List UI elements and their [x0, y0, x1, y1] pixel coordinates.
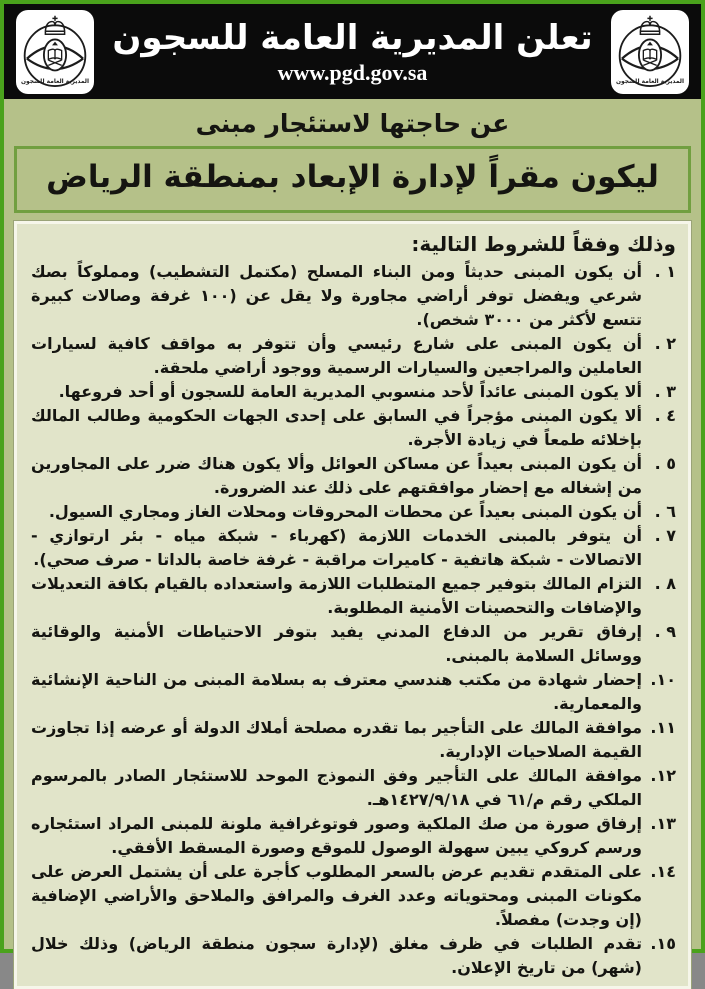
condition-number: ٥ .	[654, 454, 676, 474]
condition-item-8	[29, 572, 676, 620]
condition-text: أن يكون المبنى بعيداً عن محطات المحروقات ومحلات الغاز ومجاري السيول.	[48, 502, 642, 522]
prison-emblem-icon	[18, 12, 92, 92]
condition-item-12	[29, 764, 676, 812]
website-url: www.pgd.gov.sa	[277, 60, 428, 86]
main-title: ليكون مقراً لإدارة الإبعاد بمنطقة الرياض	[46, 159, 659, 195]
condition-item-2	[29, 332, 676, 380]
condition-number: ٦ .	[654, 502, 676, 522]
condition-item-13	[29, 812, 676, 860]
condition-number: ١١.	[650, 718, 676, 738]
condition-text: أن يكون المبنى حديثاً ومن البناء المسلح (مكتمل التشطيب) ومملوكاً بصك شرعي ويفضل توفر أراضي مجاورة ولا يقل عن (١٠٠ غرفة وصالات كبيرة تتسع لأكثر من ٣٠٠٠ شخص).	[31, 262, 643, 330]
condition-number: ١٠.	[650, 670, 676, 690]
condition-number: ١٣.	[650, 814, 676, 834]
condition-item-14	[29, 860, 676, 932]
condition-number: ٢ .	[654, 334, 676, 354]
main-title-box	[14, 146, 691, 213]
need-subtitle: عن حاجتها لاستئجار مبنى	[195, 109, 510, 138]
condition-item-10	[29, 668, 676, 716]
condition-text: أن يكون المبنى على شارع رئيسي وأن تتوفر به مواقف كافية لسيارات العاملين والمراجعين والسيارات الرسمية ووجود أراضي ملحقة.	[31, 334, 642, 378]
condition-number: ٤ .	[654, 406, 676, 426]
condition-item-6	[29, 500, 676, 524]
condition-item-15	[29, 932, 676, 980]
condition-text: إرفاق تقرير من الدفاع المدني يفيد بتوفر الاحتياطات الأمنية والوقائية ووسائل السلامة بالمبنى.	[31, 622, 642, 666]
condition-number: ٣ .	[654, 382, 676, 402]
condition-number: ١ .	[654, 262, 676, 282]
condition-number: ٩ .	[654, 622, 676, 642]
prisons-directorate-logo-right	[611, 10, 689, 94]
condition-item-1	[29, 260, 676, 332]
header	[4, 4, 701, 99]
condition-text: إرفاق صورة من صك الملكية وصور فوتوغرافية ملونة للمبنى المراد استئجاره ورسم كروكي يبين سهولة الوصول للموقع وصورة المسقط الأفقي.	[31, 814, 642, 858]
header-center	[94, 17, 611, 86]
condition-text: ألا يكون المبنى مؤجراً في السابق على إحدى الجهات الحكومية وطالب المالك بإخلائه طمعاً في زيادة الأجرة.	[31, 406, 642, 450]
condition-text: أن يكون المبنى بعيداً عن مساكن العوائل وألا يكون هناك ضرر على المجاورين من إشغاله مع إحضار موافقتهم على ذلك عند الضرورة.	[31, 454, 642, 498]
condition-text: موافقة المالك على التأجير بما تقدره مصلحة أملاك الدولة أو عرضه إذا تجاوزت القيمة الصلاحيات الإدارية.	[31, 718, 642, 762]
condition-item-3	[29, 380, 676, 404]
condition-text: على المتقدم تقديم عرض بالسعر المطلوب كأجرة على أن يشتمل العرض على مكونات المبنى ومحتوياته وعدد الغرف والمرافق والملاحق والأراضي الإضافية (إن وجدت) مفصلاً.	[31, 862, 642, 930]
conditions-heading: وذلك وفقاً للشروط التالية:	[411, 232, 676, 257]
prisons-directorate-logo-left	[16, 10, 94, 94]
condition-item-11	[29, 716, 676, 764]
condition-item-9	[29, 620, 676, 668]
condition-text: أن يتوفر بالمبنى الخدمات اللازمة (كهرباء - شبكة مياه - بئر ارتوازي - الاتصالات - شبكة هاتفية - كاميرات مراقبة - غرفة خاصة بالداتا - صرف صحي).	[31, 526, 642, 570]
condition-number: ١٤.	[650, 862, 676, 882]
prison-emblem-icon	[613, 12, 687, 92]
condition-text: موافقة المالك على التأجير وفق النموذج الموحد للاستئجار الصادر بالمرسوم الملكي رقم م/٦١ في ١٤٢٧/٩/١٨هـ.	[31, 766, 642, 810]
announcement-org-title: تعلن المديرية العامة للسجون	[112, 17, 593, 58]
condition-text: إحضار شهادة من مكتب هندسي معترف به بسلامة المبنى من الناحية الإنشائية والمعمارية.	[31, 670, 642, 714]
condition-number: ٧ .	[654, 526, 676, 546]
condition-text: تقدم الطلبات في ظرف مغلق (لإدارة سجون منطقة الرياض) وذلك خلال (شهر) من تاريخ الإعلان.	[31, 934, 642, 978]
condition-item-4	[29, 404, 676, 452]
logo-caption-text: المديرية العامة للسجون	[615, 78, 685, 85]
conditions-box	[14, 221, 691, 989]
condition-item-5	[29, 452, 676, 500]
condition-number: ٨ .	[654, 574, 676, 594]
condition-text: ألا يكون المبنى عائداً لأحد منسوبي المديرية العامة للسجون أو أحد فروعها.	[58, 382, 642, 402]
condition-text: التزام المالك بتوفير جميع المتطلبات اللازمة واستعداده بالقيام بكافة التعديلات والإضافات والتحصينات الأمنية المطلوبة.	[31, 574, 642, 618]
condition-item-7	[29, 524, 676, 572]
condition-number: ١٢.	[650, 766, 676, 786]
condition-number: ١٥.	[650, 934, 676, 954]
logo-caption-text: المديرية العامة للسجون	[20, 78, 90, 85]
